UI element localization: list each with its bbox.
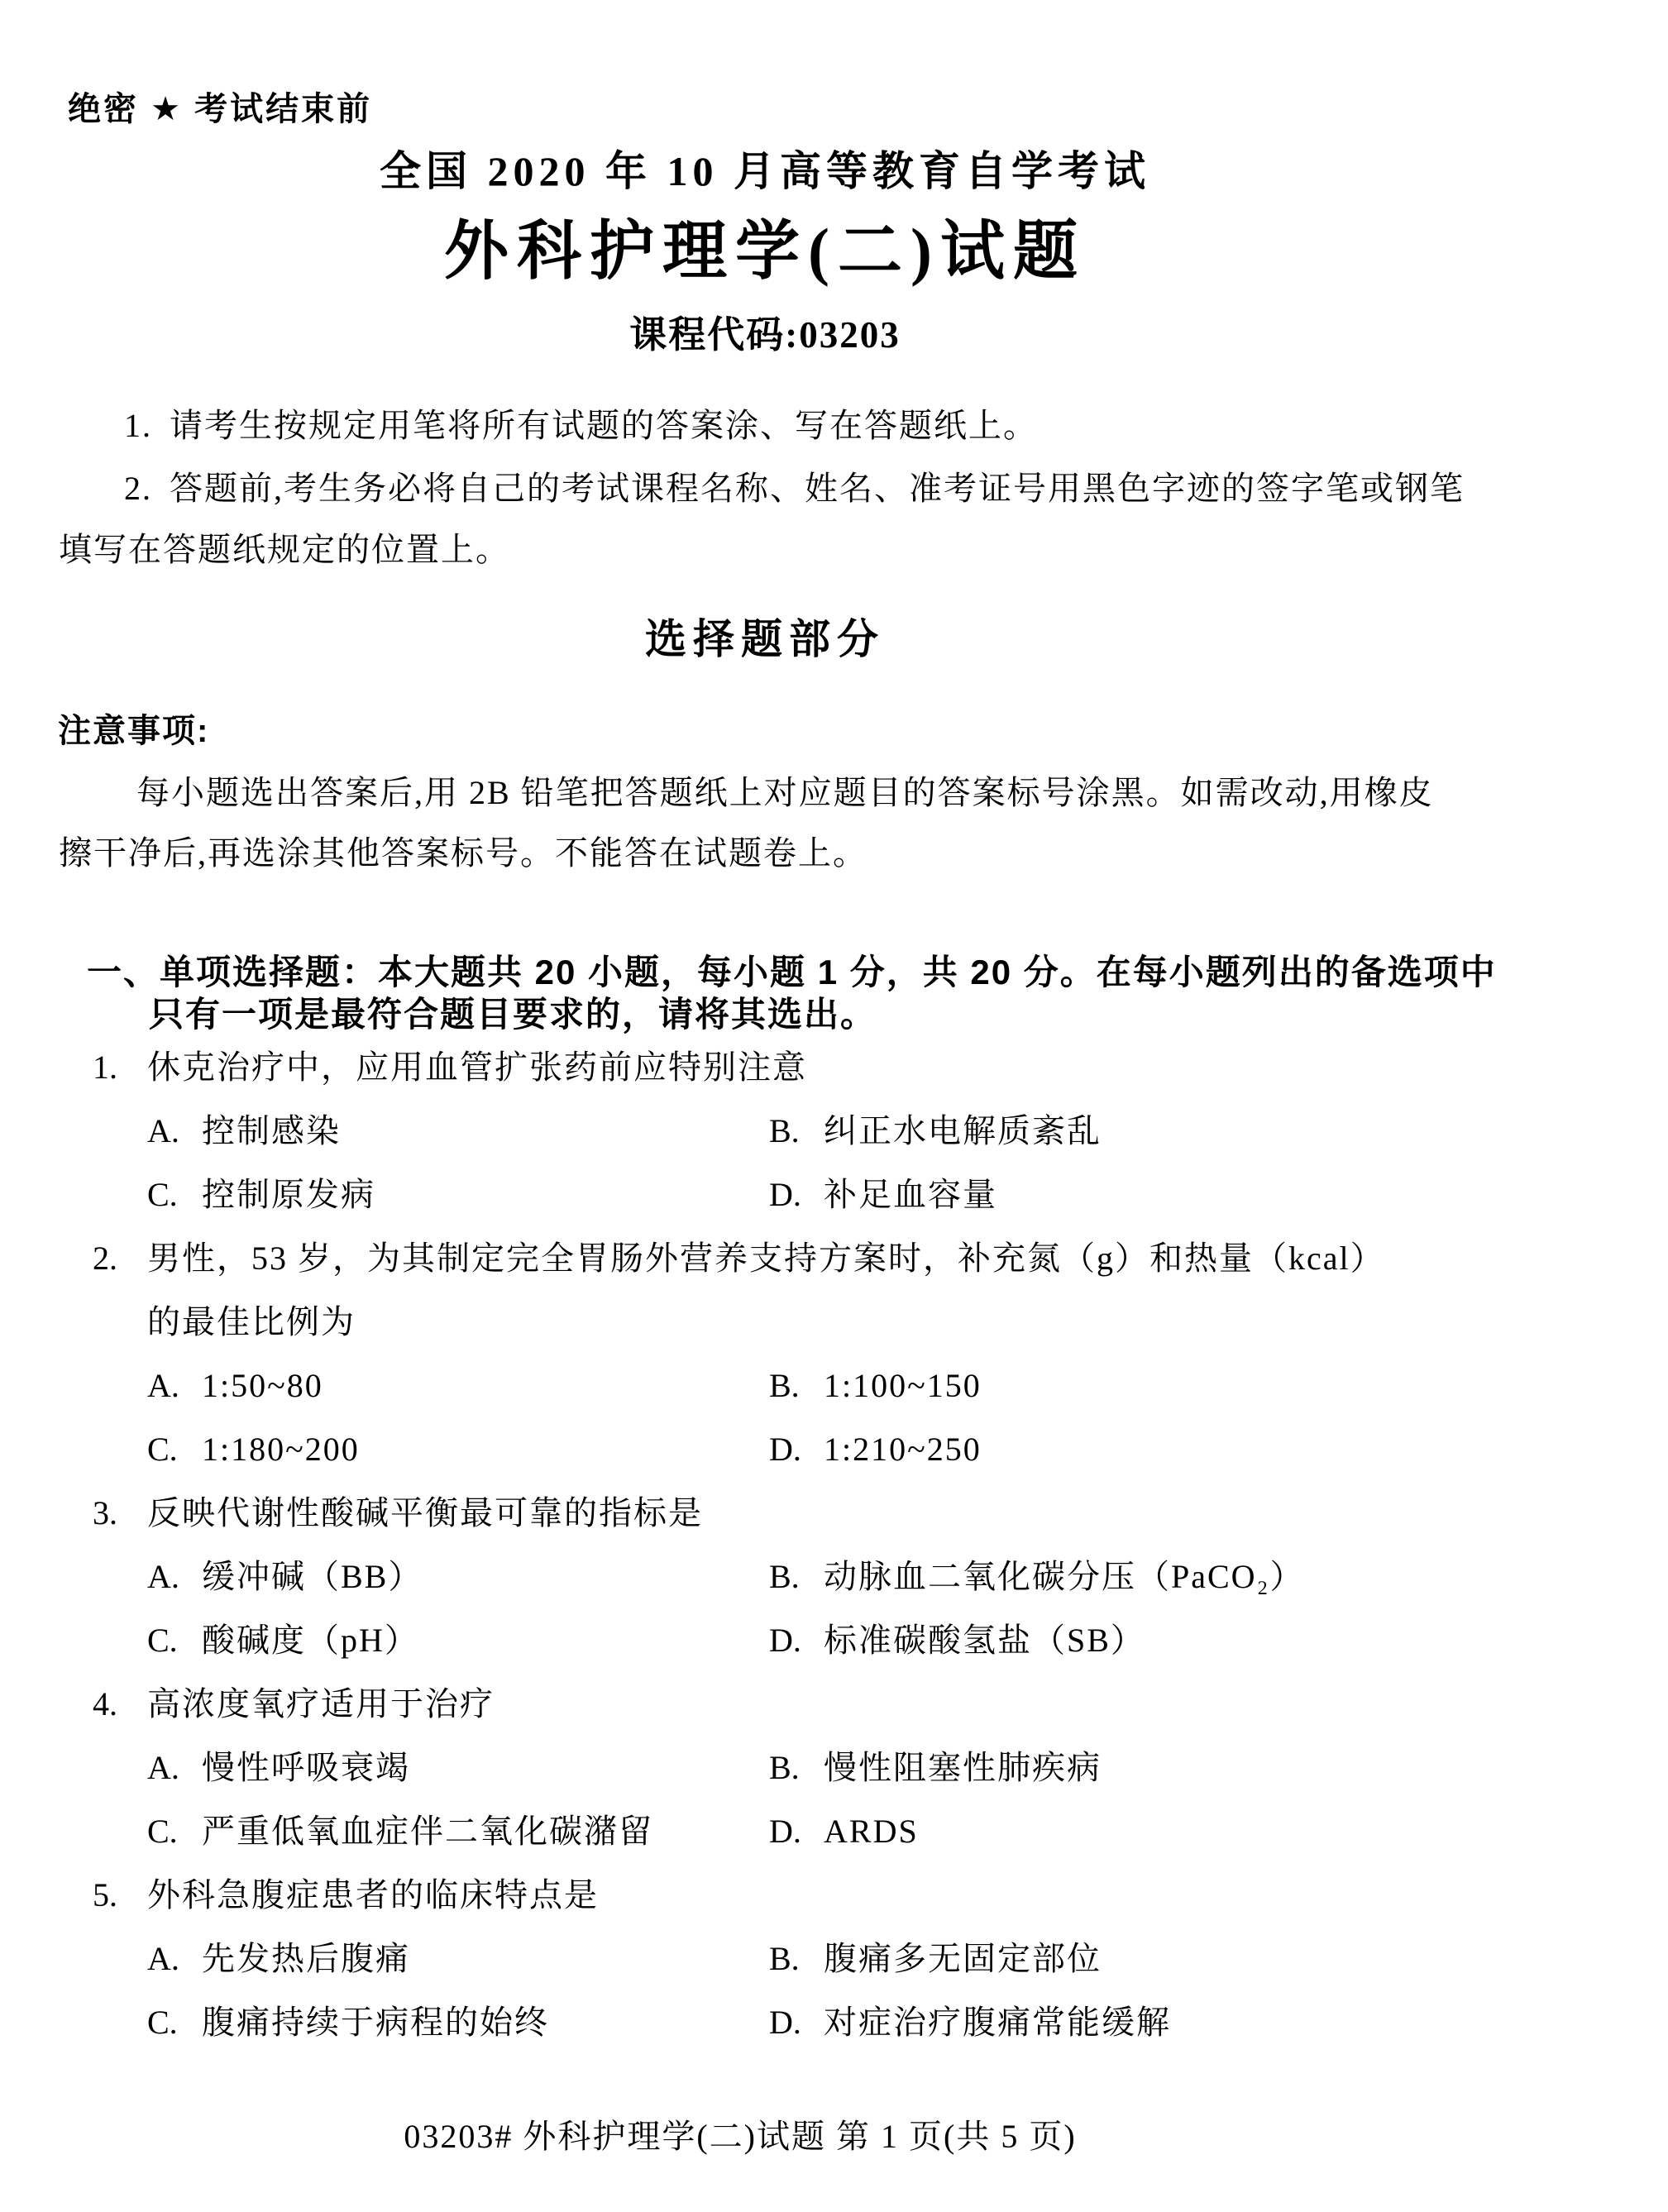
option-c bbox=[147, 1417, 769, 1481]
option-c-label: C. bbox=[147, 1813, 178, 1850]
question-3 bbox=[0, 1481, 1530, 1672]
option-b-text: 1:100~150 bbox=[824, 1367, 982, 1404]
option-c-text: 1:180~200 bbox=[202, 1431, 360, 1468]
option-a bbox=[147, 1927, 769, 1990]
question-number: 2. bbox=[93, 1240, 117, 1277]
option-d-text: 标准碳酸氢盐（SB） bbox=[824, 1622, 1145, 1659]
notice-line-1: 每小题选出答案后,用 2B 铅笔把答题纸上对应题目的答案标号涂黑。如需改动,用橡皮 bbox=[136, 774, 1434, 811]
section-one-heading-line-1: 一、单项选择题：本大题共 20 小题，每小题 1 分，共 20 分。在每小题列出的备选项中 bbox=[87, 953, 1497, 991]
option-a-label: A. bbox=[147, 1940, 179, 1977]
instruction-2-text-line-1: 答题前,考生务必将自己的考试课程名称、姓名、准考证号用黑色字迹的签字笔或钢笔 bbox=[170, 470, 1465, 507]
option-row bbox=[0, 1736, 1530, 1799]
question-2 bbox=[0, 1226, 1530, 1481]
option-b bbox=[769, 1545, 1305, 1608]
exam-title: 外科护理学(二)试题 bbox=[444, 215, 1086, 287]
option-d bbox=[769, 1608, 1145, 1672]
option-d-label: D. bbox=[769, 1431, 801, 1468]
option-d-text: ARDS bbox=[824, 1813, 919, 1850]
question-number: 3. bbox=[93, 1494, 117, 1531]
question-stem-text: 外科急腹症患者的临床特点是 bbox=[147, 1876, 599, 1913]
option-row bbox=[0, 1417, 1530, 1481]
option-row bbox=[0, 1163, 1530, 1226]
question-stem bbox=[0, 1672, 1530, 1736]
option-d-label: D. bbox=[769, 1813, 801, 1850]
option-row bbox=[0, 1990, 1530, 2054]
option-a-text: 慢性呼吸衰竭 bbox=[202, 1749, 410, 1786]
security-notice: 绝密 ★ 考试结束前 bbox=[68, 91, 373, 127]
option-b-label: B. bbox=[769, 1749, 800, 1786]
option-row bbox=[0, 1354, 1530, 1417]
option-c-text: 严重低氧血症伴二氧化碳潴留 bbox=[202, 1813, 653, 1850]
option-c bbox=[147, 1163, 769, 1226]
option-d-text: 补足血容量 bbox=[824, 1176, 997, 1213]
option-c bbox=[147, 1608, 769, 1672]
option-a-text: 控制感染 bbox=[202, 1112, 341, 1149]
question-stem-text: 反映代谢性酸碱平衡最可靠的指标是 bbox=[147, 1494, 703, 1531]
option-c-label: C. bbox=[147, 1176, 178, 1213]
option-d bbox=[769, 1990, 1171, 2054]
instruction-2-number: 2. bbox=[124, 470, 152, 507]
option-b-label: B. bbox=[769, 1558, 800, 1595]
option-b-text: 纠正水电解质紊乱 bbox=[824, 1112, 1102, 1149]
question-stem-continuation: 的最佳比例为 bbox=[147, 1303, 356, 1340]
option-a-label: A. bbox=[147, 1558, 179, 1595]
option-d-text: 对症治疗腹痛常能缓解 bbox=[824, 2004, 1171, 2041]
option-b-label: B. bbox=[769, 1367, 800, 1404]
option-a-label: A. bbox=[147, 1749, 179, 1786]
option-a bbox=[147, 1099, 769, 1163]
question-number: 5. bbox=[93, 1876, 117, 1913]
instruction-item-2-line-2: 填写在答题纸规定的位置上。 bbox=[59, 531, 510, 568]
option-c-label: C. bbox=[147, 2004, 178, 2041]
option-row bbox=[0, 1927, 1530, 1990]
question-number: 1. bbox=[93, 1049, 117, 1086]
notice-line-2: 擦干净后,再选涂其他答案标号。不能答在试题卷上。 bbox=[59, 834, 867, 872]
notice-label: 注意事项: bbox=[58, 713, 210, 749]
option-a-label: A. bbox=[147, 1112, 179, 1149]
instruction-1-number: 1. bbox=[124, 407, 152, 444]
option-c-text: 腹痛持续于病程的始终 bbox=[202, 2004, 549, 2041]
option-row bbox=[0, 1099, 1530, 1163]
instruction-1-text: 请考生按规定用笔将所有试题的答案涂、写在答题纸上。 bbox=[170, 407, 1038, 444]
option-a-text: 缓冲碱（BB） bbox=[202, 1558, 423, 1595]
question-stem-text: 高浓度氧疗适用于治疗 bbox=[147, 1685, 495, 1722]
question-stem-text: 男性，53 岁，为其制定完全胃肠外营养支持方案时，补充氮（g）和热量（kcal） bbox=[147, 1240, 1385, 1277]
option-b-text: 腹痛多无固定部位 bbox=[824, 1940, 1102, 1977]
option-d bbox=[769, 1799, 919, 1863]
instruction-item-2-line-1 bbox=[124, 459, 1465, 518]
course-code: 课程代码:03203 bbox=[629, 314, 901, 356]
option-c-label: C. bbox=[147, 1431, 178, 1468]
question-stem bbox=[0, 1226, 1530, 1290]
exam-session-title: 全国 2020 年 10 月高等教育自学考试 bbox=[380, 148, 1150, 194]
option-d-label: D. bbox=[769, 1176, 801, 1213]
question-stem-text: 休克治疗中，应用血管扩张药前应特别注意 bbox=[147, 1049, 807, 1086]
option-b bbox=[769, 1099, 1102, 1163]
option-d-text: 1:210~250 bbox=[824, 1431, 982, 1468]
option-a-label: A. bbox=[147, 1367, 179, 1404]
option-b-text: 动脉血二氧化碳分压（PaCO₂） bbox=[824, 1558, 1305, 1595]
question-list bbox=[0, 1035, 1530, 2054]
option-d-label: D. bbox=[769, 1622, 801, 1659]
option-c bbox=[147, 1799, 769, 1863]
part-heading: 选择题部分 bbox=[645, 616, 885, 662]
option-b bbox=[769, 1736, 1102, 1799]
section-one-heading-line-2: 只有一项是最符合题目要求的，请将其选出。 bbox=[149, 995, 877, 1034]
option-c-label: C. bbox=[147, 1622, 178, 1659]
question-stem bbox=[0, 1481, 1530, 1545]
question-number: 4. bbox=[93, 1685, 117, 1722]
question-1 bbox=[0, 1035, 1530, 1226]
option-row bbox=[0, 1545, 1530, 1608]
option-c-text: 控制原发病 bbox=[202, 1176, 375, 1213]
option-a bbox=[147, 1354, 769, 1417]
option-row bbox=[0, 1608, 1530, 1672]
question-5 bbox=[0, 1863, 1530, 2054]
page-footer: 03203# 外科护理学(二)试题 第 1 页(共 5 页) bbox=[404, 2118, 1077, 2155]
question-stem bbox=[0, 1035, 1530, 1099]
option-a-text: 1:50~80 bbox=[202, 1367, 323, 1404]
option-b-label: B. bbox=[769, 1112, 800, 1149]
question-4 bbox=[0, 1672, 1530, 1863]
option-b bbox=[769, 1354, 982, 1417]
instruction-item-1 bbox=[124, 396, 1038, 456]
option-d bbox=[769, 1417, 982, 1481]
option-a-text: 先发热后腹痛 bbox=[202, 1940, 410, 1977]
question-stem bbox=[0, 1863, 1530, 1927]
option-a bbox=[147, 1736, 769, 1799]
option-b-text: 慢性阻塞性肺疾病 bbox=[824, 1749, 1102, 1786]
option-d-label: D. bbox=[769, 2004, 801, 2041]
option-b bbox=[769, 1927, 1102, 1990]
option-c-text: 酸碱度（pH） bbox=[202, 1622, 419, 1659]
option-d bbox=[769, 1163, 997, 1226]
option-row bbox=[0, 1799, 1530, 1863]
option-a bbox=[147, 1545, 769, 1608]
option-b-label: B. bbox=[769, 1940, 800, 1977]
option-c bbox=[147, 1990, 769, 2054]
